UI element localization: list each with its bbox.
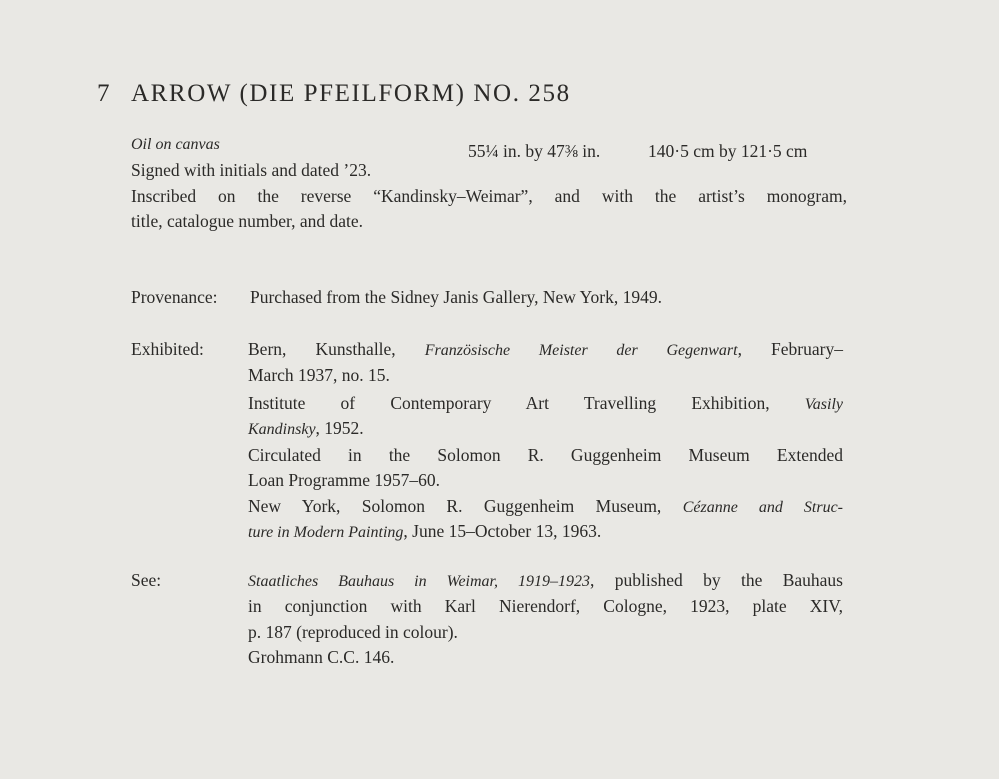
italic-title: Kandinsky bbox=[248, 421, 316, 438]
text-segment: Grohmann C.C. 146. bbox=[248, 647, 395, 667]
catalogue-number: 7 bbox=[97, 80, 112, 107]
text-segment: Bern, Kunsthalle, bbox=[248, 339, 425, 359]
text-segment: Circulated in the Solomon R. Guggenheim Museum Extended bbox=[248, 445, 843, 465]
exhibition-line bbox=[248, 338, 843, 362]
inscription-note-cont: title, catalogue number, and date. bbox=[131, 211, 364, 231]
italic-title: ture in Modern Painting bbox=[248, 524, 404, 541]
exhibition-line bbox=[248, 444, 843, 466]
reference-line bbox=[248, 569, 843, 593]
see-label: See: bbox=[131, 570, 162, 590]
italic-title: Cézanne and Struc- bbox=[682, 499, 844, 516]
text-segment: p. 187 (reproduced in colour). bbox=[248, 622, 458, 642]
provenance-label: Provenance: bbox=[131, 287, 218, 307]
reference-line bbox=[248, 595, 843, 617]
text-segment: , published by the Bauhaus bbox=[590, 570, 843, 590]
text-segment: , June 15–October 13, 1963. bbox=[403, 521, 602, 541]
artwork-title: ARROW (DIE PFEILFORM) NO. 258 bbox=[131, 80, 571, 107]
text-segment: Institute of Contemporary Art Travelling Exhibition, bbox=[248, 393, 805, 413]
medium: Oil on canvas bbox=[131, 136, 220, 153]
exhibition-line bbox=[248, 364, 390, 386]
text-segment: March 1937, no. 15. bbox=[248, 365, 390, 385]
reference-line bbox=[248, 646, 394, 668]
exhibition-line bbox=[248, 469, 440, 491]
text-segment: , 1952. bbox=[315, 418, 364, 438]
exhibition-line bbox=[248, 495, 843, 519]
exhibition-line bbox=[248, 417, 364, 441]
provenance-text: Purchased from the Sidney Janis Gallery, New York, 1949. bbox=[250, 287, 663, 307]
dimensions-inches: 55¼ in. by 47⅜ in. bbox=[468, 141, 601, 161]
italic-title: Staatliches Bauhaus in Weimar, 1919–1923 bbox=[248, 573, 590, 590]
signature-note: Signed with initials and dated ’23. bbox=[131, 160, 372, 180]
text-segment: Loan Programme 1957–60. bbox=[248, 470, 440, 490]
text-segment: New York, Solomon R. Guggenheim Museum, bbox=[248, 496, 683, 516]
text-segment: , February– bbox=[737, 339, 843, 359]
text-segment: in conjunction with Karl Nierendorf, Cologne, 1923, plate XIV, bbox=[248, 596, 843, 616]
exhibited-label: Exhibited: bbox=[131, 339, 204, 359]
exhibition-line bbox=[248, 392, 843, 416]
dimensions-cm: 140·5 cm by 121·5 cm bbox=[648, 141, 808, 161]
inscription-note: Inscribed on the reverse “Kandinsky–Weimar”, and with the artist’s monogram, bbox=[131, 186, 847, 206]
italic-title: Französische Meister der Gegenwart bbox=[424, 342, 738, 359]
exhibition-line bbox=[248, 520, 601, 544]
italic-title: Vasily bbox=[804, 396, 843, 413]
reference-line bbox=[248, 621, 458, 643]
